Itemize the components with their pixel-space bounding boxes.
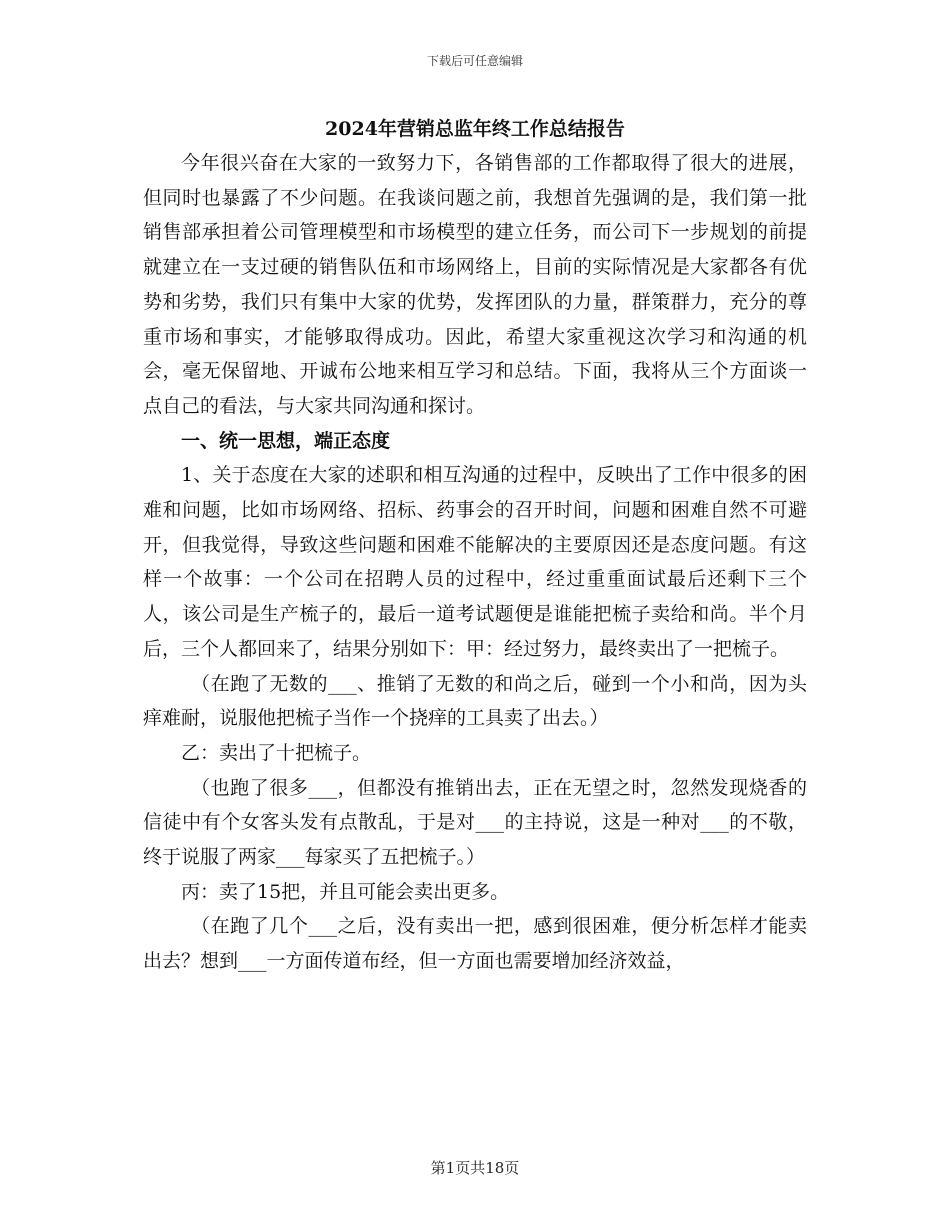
page-footer: 第1页共18页 xyxy=(430,1159,520,1177)
section-heading-1: 一、统一思想，端正态度 xyxy=(181,429,391,452)
note-paragraph-bing: （在跑了几个___之后，没有卖出一把，感到很困难，便分析怎样才能卖出去？想到___一方面传道布经，但一方面也需要增加经济效益， xyxy=(143,915,807,973)
result-paragraph-yi: 乙：卖出了十把梳子。 xyxy=(181,741,372,764)
note-paragraph-yi: （也跑了很多___，但都没有推销出去，正在无望之时，忽然发现烧香的信徒中有个女客头发有点散乱，于是对___的主持说，这是一种对___的不敬，终于说服了两家___每家买了五把梳子。） xyxy=(143,776,807,869)
attitude-paragraph: 1、关于态度在大家的述职和相互沟通的过程中，反映出了工作中很多的困难和问题，比如市场网络、招标、药事会的召开时间，问题和困难自然不可避开，但我觉得，导致这些问题和困难不能解决的主要原因还是态度问题。有这样一个故事：一个公司在招聘人员的过程中，经过重重面试最后还剩下三个人，该公司是生产梳子的，最后一道考试题便是谁能把梳子卖给和尚。半个月后，三个人都回来了，结果分别如下：甲：经过努力，最终卖出了一把梳子。 xyxy=(143,464,807,660)
document-body xyxy=(143,146,807,979)
page-header-note: 下载后可任意编辑 xyxy=(426,54,523,68)
document-title: 2024年营销总监年终工作总结报告 xyxy=(325,118,625,140)
note-paragraph-jia: （在跑了无数的___、推销了无数的和尚之后，碰到一个小和尚，因为头痒难耐，说服他把梳子当作一个挠痒的工具卖了出去。） xyxy=(143,672,807,730)
intro-paragraph: 今年很兴奋在大家的一致努力下，各销售部的工作都取得了很大的进展，但同时也暴露了不少问题。在我谈问题之前，我想首先强调的是，我们第一批销售部承担着公司管理模型和市场模型的建立任务，而公司下一步规划的前提就建立在一支过硬的销售队伍和市场网络上，目前的实际情况是大家都各有优势和劣势，我们只有集中大家的优势，发挥团队的力量，群策群力，充分的尊重市场和事实，才能够取得成功。因此，希望大家重视这次学习和沟通的机会，毫无保留地、开诚布公地来相互学习和总结。下面，我将从三个方面谈一点自己的看法，与大家共同沟通和探讨。 xyxy=(143,152,807,417)
result-paragraph-bing: 丙：卖了15把，并且可能会卖出更多。 xyxy=(181,880,510,903)
